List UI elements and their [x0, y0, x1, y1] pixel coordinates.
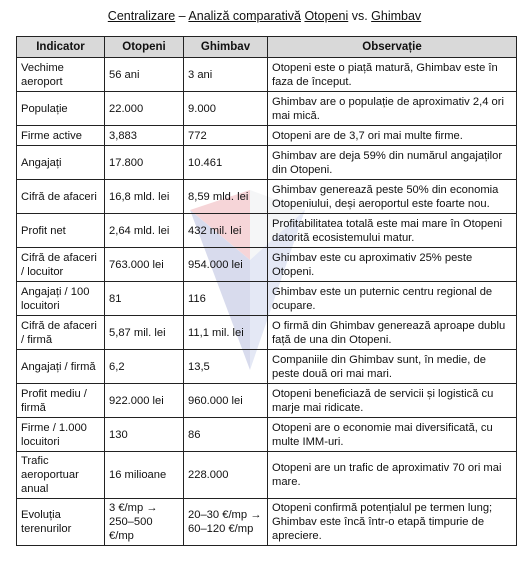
table-row — [17, 58, 517, 92]
table-row — [17, 316, 517, 350]
table-row — [17, 384, 517, 418]
cell-observatie: Ghimbav generează peste 50% din economia Otopeniului, deși aeroportul este foarte nou. — [268, 180, 517, 214]
cell-ghimbav: 954.000 lei — [184, 248, 268, 282]
table-row — [17, 282, 517, 316]
cell-indicator: Profit net — [17, 214, 105, 248]
cell-indicator: Angajați / 100 locuitori — [17, 282, 105, 316]
table-row — [17, 92, 517, 126]
cell-otopeni: 763.000 lei — [105, 248, 184, 282]
header-row — [17, 37, 517, 58]
cell-indicator: Cifră de afaceri / locuitor — [17, 248, 105, 282]
table-row — [17, 499, 517, 546]
cell-indicator: Firme / 1.000 locuitori — [17, 418, 105, 452]
title-vs: vs. — [348, 9, 372, 23]
cell-ghimbav: 3 ani — [184, 58, 268, 92]
cell-ghimbav: 10.461 — [184, 146, 268, 180]
cell-observatie: Profitabilitatea totală este mai mare în Otopeni datorită ecosistemului matur. — [268, 214, 517, 248]
cell-otopeni: 130 — [105, 418, 184, 452]
cell-observatie: O firmă din Ghimbav generează aproape dublu față de una din Otopeni. — [268, 316, 517, 350]
table-row — [17, 214, 517, 248]
cell-indicator: Angajați / firmă — [17, 350, 105, 384]
cell-indicator: Cifră de afaceri — [17, 180, 105, 214]
cell-ghimbav: 13,5 — [184, 350, 268, 384]
cell-indicator: Evoluția terenurilor — [17, 499, 105, 546]
cell-observatie: Companiile din Ghimbav sunt, în medie, de peste două ori mai mari. — [268, 350, 517, 384]
cell-observatie: Otopeni confirmă potențialul pe termen lung; Ghimbav este încă într-o etapă timpurie de apreciere. — [268, 499, 517, 546]
header-indicator: Indicator — [17, 37, 105, 58]
cell-otopeni: 22.000 — [105, 92, 184, 126]
cell-observatie: Ghimbav este un puternic centru regional de ocupare. — [268, 282, 517, 316]
cell-ghimbav: 9.000 — [184, 92, 268, 126]
cell-otopeni: 2,64 mld. lei — [105, 214, 184, 248]
cell-indicator: Vechime aeroport — [17, 58, 105, 92]
title-dash: – — [175, 9, 189, 23]
header-observatie: Observație — [268, 37, 517, 58]
cell-indicator: Firme active — [17, 126, 105, 146]
title-part2: Analiză comparativă — [188, 9, 301, 23]
cell-ghimbav: 772 — [184, 126, 268, 146]
document-title — [0, 9, 529, 23]
cell-otopeni: 6,2 — [105, 350, 184, 384]
cell-observatie: Otopeni are o economie mai diversificată, cu multe IMM-uri. — [268, 418, 517, 452]
title-part1: Centralizare — [107, 9, 176, 23]
cell-otopeni: 81 — [105, 282, 184, 316]
cell-otopeni: 56 ani — [105, 58, 184, 92]
cell-ghimbav: 432 mil. lei — [184, 214, 268, 248]
title-ghimbav: Ghimbav — [371, 9, 422, 23]
cell-ghimbav: 86 — [184, 418, 268, 452]
table-row — [17, 146, 517, 180]
cell-ghimbav: 228.000 — [184, 452, 268, 499]
cell-observatie: Ghimbav are o populație de aproximativ 2,4 ori mai mică. — [268, 92, 517, 126]
cell-observatie: Otopeni este o piață matură, Ghimbav este în faza de început. — [268, 58, 517, 92]
table-row — [17, 350, 517, 384]
cell-observatie: Otopeni are un trafic de aproximativ 70 ori mai mare. — [268, 452, 517, 499]
cell-indicator: Populație — [17, 92, 105, 126]
cell-otopeni: 17.800 — [105, 146, 184, 180]
cell-otopeni: 3,883 — [105, 126, 184, 146]
cell-indicator: Cifră de afaceri / firmă — [17, 316, 105, 350]
cell-indicator: Trafic aeroportuar anual — [17, 452, 105, 499]
cell-otopeni: 16,8 mld. lei — [105, 180, 184, 214]
cell-otopeni: 5,87 mil. lei — [105, 316, 184, 350]
title-otopeni: Otopeni — [304, 9, 349, 23]
cell-otopeni: 3 €/mp → 250–500 €/mp — [105, 499, 184, 546]
cell-ghimbav: 116 — [184, 282, 268, 316]
cell-indicator: Angajați — [17, 146, 105, 180]
cell-observatie: Ghimbav are deja 59% din numărul angajaților din Otopeni. — [268, 146, 517, 180]
cell-observatie: Otopeni beneficiază de servicii și logistică cu marje mai ridicate. — [268, 384, 517, 418]
cell-otopeni: 16 milioane — [105, 452, 184, 499]
table-row — [17, 452, 517, 499]
cell-ghimbav: 960.000 lei — [184, 384, 268, 418]
cell-observatie: Ghimbav este cu aproximativ 25% peste Otopeni. — [268, 248, 517, 282]
cell-ghimbav: 20–30 €/mp → 60–120 €/mp — [184, 499, 268, 546]
cell-ghimbav: 11,1 mil. lei — [184, 316, 268, 350]
cell-otopeni: 922.000 lei — [105, 384, 184, 418]
header-ghimbav: Ghimbav — [184, 37, 268, 58]
table-row — [17, 418, 517, 452]
table-row — [17, 248, 517, 282]
header-otopeni: Otopeni — [105, 37, 184, 58]
cell-observatie: Otopeni are de 3,7 ori mai multe firme. — [268, 126, 517, 146]
comparison-table — [16, 36, 517, 546]
table-row — [17, 180, 517, 214]
cell-indicator: Profit mediu / firmă — [17, 384, 105, 418]
cell-ghimbav: 8,59 mld. lei — [184, 180, 268, 214]
table-row — [17, 126, 517, 146]
